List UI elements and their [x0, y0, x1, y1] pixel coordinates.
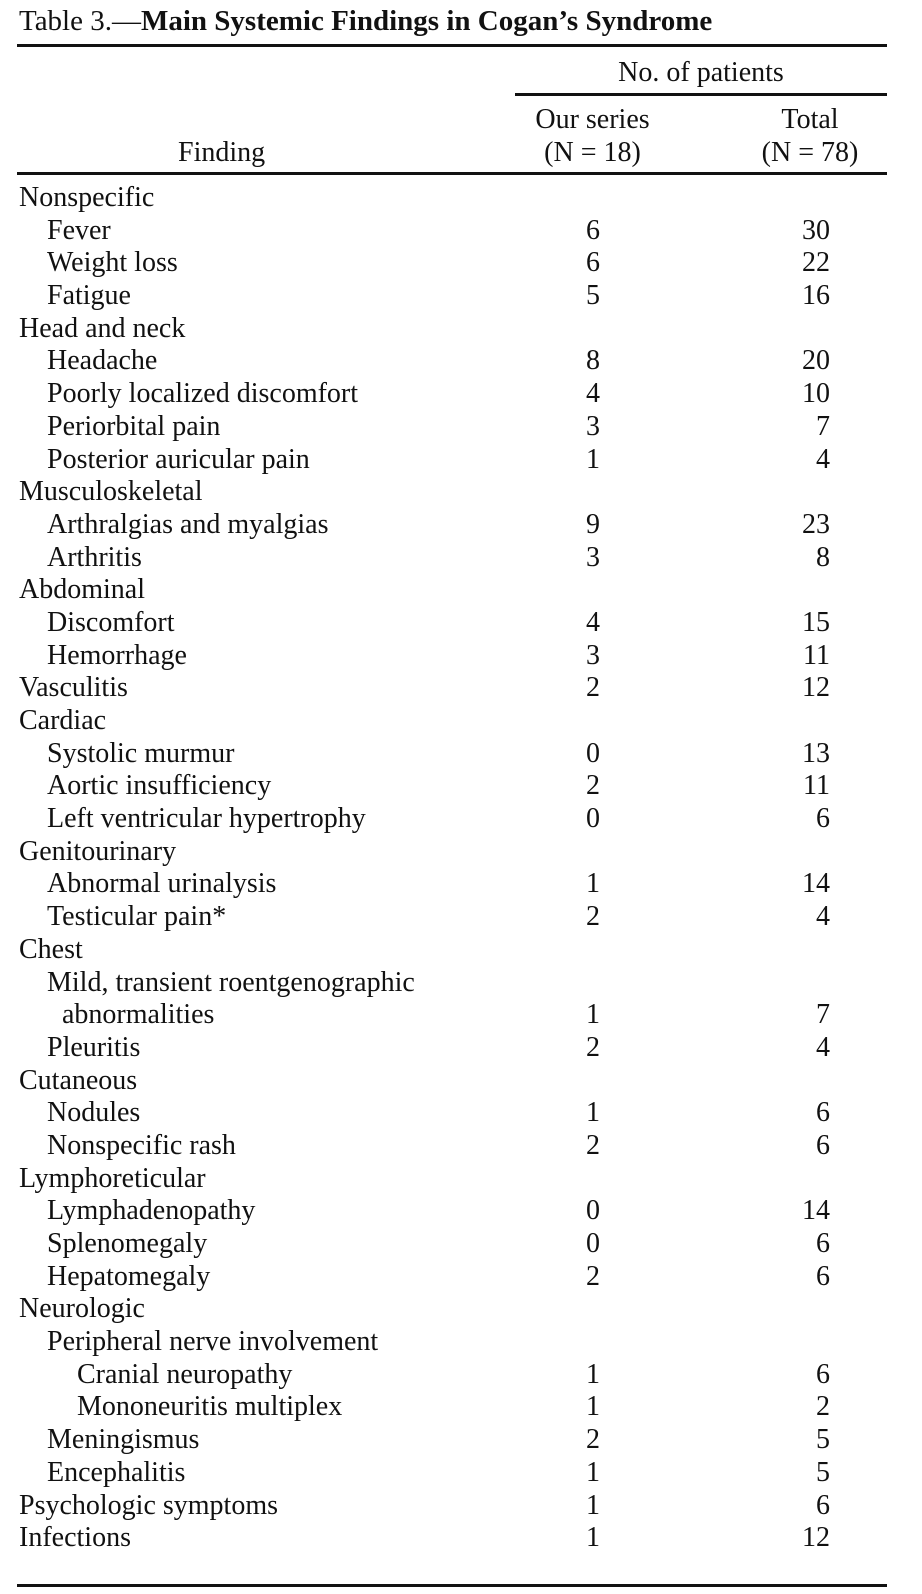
total-value: 4 — [816, 443, 830, 475]
finding-label: Vasculitis — [19, 672, 128, 704]
table-row — [0, 999, 922, 1032]
finding-label: Headache — [47, 345, 158, 377]
total-value: 5 — [816, 1424, 830, 1456]
finding-label: Encephalitis — [47, 1456, 186, 1488]
finding-label: Aortic insufficiency — [47, 770, 272, 802]
total-value: 6 — [816, 1228, 830, 1259]
finding-label: Systolic murmur — [47, 737, 235, 769]
table-row — [0, 934, 922, 967]
finding-label: Genitourinary — [19, 835, 177, 867]
table-row — [0, 1457, 922, 1490]
finding-label: Arthralgias and myalgias — [47, 508, 329, 540]
finding-label: Meningismus — [47, 1424, 200, 1456]
table-row — [0, 1391, 922, 1424]
table-row — [0, 476, 922, 509]
table-row — [0, 803, 922, 836]
total-value: 5 — [816, 1456, 830, 1488]
total-value: 13 — [802, 737, 830, 769]
table-row — [0, 182, 922, 215]
table-row — [0, 1065, 922, 1098]
finding-label: Hepatomegaly — [47, 1260, 211, 1292]
table-row — [0, 313, 922, 346]
table-row — [0, 444, 922, 477]
table-row — [0, 509, 922, 542]
finding-label: Lymphadenopathy — [47, 1195, 256, 1227]
our-series-value: 0 — [586, 1228, 600, 1259]
finding-label: Cutaneous — [19, 1064, 138, 1096]
total-value: 6 — [816, 1358, 830, 1390]
our-series-value: 1 — [586, 1522, 600, 1554]
column-header-our-series — [520, 103, 665, 169]
total-value: 6 — [816, 803, 830, 835]
total-value: 16 — [802, 280, 830, 312]
table-row — [0, 1130, 922, 1163]
finding-label: abnormalities — [62, 999, 215, 1031]
our-series-value: 2 — [586, 1129, 600, 1161]
finding-label: Mononeuritis multiplex — [77, 1391, 343, 1423]
our-series-value: 1 — [586, 1489, 600, 1521]
our-series-value: 1 — [586, 1358, 600, 1390]
column-header-total-n: (N = 78) — [761, 137, 859, 168]
column-header-our-series-name: Our series — [535, 104, 650, 135]
table-row — [0, 411, 922, 444]
bottom-rule — [17, 1584, 887, 1587]
finding-label: Nonspecific rash — [47, 1129, 236, 1161]
finding-label: Posterior auricular pain — [47, 443, 310, 475]
our-series-value: 9 — [586, 508, 600, 540]
finding-label: Cranial neuropathy — [77, 1358, 293, 1390]
finding-label: Hemorrhage — [47, 639, 187, 671]
table-row — [0, 770, 922, 803]
header-rule — [17, 172, 887, 175]
finding-label: Nodules — [47, 1097, 141, 1129]
finding-label: Poorly localized discomfort — [47, 378, 359, 410]
our-series-value: 2 — [586, 1260, 600, 1292]
total-value: 30 — [802, 214, 830, 246]
total-value: 22 — [802, 247, 830, 279]
total-value: 7 — [816, 999, 830, 1031]
finding-label: Splenomegaly — [47, 1228, 208, 1259]
finding-label: Fatigue — [47, 280, 131, 312]
finding-label: Chest — [19, 933, 83, 965]
total-value: 10 — [802, 378, 830, 410]
our-series-value: 2 — [586, 1031, 600, 1063]
total-value: 12 — [802, 1522, 830, 1554]
table-row — [0, 836, 922, 869]
total-value: 6 — [816, 1129, 830, 1161]
table-row — [0, 1522, 922, 1555]
finding-label: Mild, transient roentgenographic — [47, 966, 415, 998]
total-value: 8 — [816, 541, 830, 573]
table-number-label: Table 3.— — [19, 5, 141, 37]
table-title: Main Systemic Findings in Cogan’s Syndrome — [141, 5, 713, 37]
our-series-value: 6 — [586, 247, 600, 279]
table-row — [0, 378, 922, 411]
finding-label: Arthritis — [47, 541, 142, 573]
table-row — [0, 215, 922, 248]
our-series-value: 1 — [586, 999, 600, 1031]
column-header-our-series-n: (N = 18) — [544, 137, 641, 168]
our-series-value: 1 — [586, 1097, 600, 1129]
total-value: 12 — [802, 672, 830, 704]
finding-label: Weight loss — [47, 247, 178, 279]
finding-label: Abdominal — [19, 574, 145, 606]
finding-label: Fever — [47, 214, 111, 246]
table-row — [0, 1359, 922, 1392]
finding-label: Testicular pain* — [47, 901, 227, 933]
finding-label: Periorbital pain — [47, 410, 221, 442]
finding-label: Lymphoreticular — [19, 1162, 206, 1194]
our-series-value: 6 — [586, 214, 600, 246]
our-series-value: 0 — [586, 1195, 600, 1227]
our-series-value: 2 — [586, 770, 600, 802]
finding-label: Neurologic — [19, 1293, 145, 1325]
finding-label: Nonspecific — [19, 182, 155, 213]
total-value: 6 — [816, 1489, 830, 1521]
table-row — [0, 868, 922, 901]
table-row — [0, 967, 922, 1000]
our-series-value: 3 — [586, 410, 600, 442]
finding-label: Discomfort — [47, 606, 175, 638]
finding-label: Left ventricular hypertrophy — [47, 803, 366, 835]
our-series-value: 5 — [586, 280, 600, 312]
table-row — [0, 672, 922, 705]
table-row — [0, 542, 922, 575]
total-value: 11 — [803, 639, 830, 671]
our-series-value: 0 — [586, 803, 600, 835]
table-row — [0, 1195, 922, 1228]
table-row — [0, 1032, 922, 1065]
total-value: 14 — [802, 1195, 830, 1227]
finding-label: Head and neck — [19, 312, 186, 344]
table-row — [0, 1163, 922, 1196]
our-series-value: 1 — [586, 443, 600, 475]
finding-label: Cardiac — [19, 705, 107, 736]
total-value: 20 — [802, 345, 830, 377]
total-value: 11 — [803, 770, 830, 802]
total-value: 15 — [802, 606, 830, 638]
table-row — [0, 1490, 922, 1523]
our-series-value: 8 — [586, 345, 600, 377]
finding-label: Pleuritis — [47, 1031, 141, 1063]
table-row — [0, 574, 922, 607]
total-value: 4 — [816, 901, 830, 933]
table-row — [0, 1261, 922, 1294]
table-row — [0, 345, 922, 378]
total-value: 6 — [816, 1260, 830, 1292]
total-value: 7 — [816, 410, 830, 442]
our-series-value: 0 — [586, 737, 600, 769]
our-series-value: 2 — [586, 901, 600, 933]
column-header-total — [745, 103, 875, 169]
our-series-value: 1 — [586, 1456, 600, 1488]
total-value: 14 — [802, 868, 830, 900]
table-row — [0, 1097, 922, 1130]
table-row — [0, 1424, 922, 1457]
total-value: 6 — [816, 1097, 830, 1129]
our-series-value: 1 — [586, 868, 600, 900]
table-row — [0, 738, 922, 771]
table-row — [0, 705, 922, 738]
finding-label: Infections — [19, 1522, 131, 1554]
column-header-finding: Finding — [178, 137, 266, 168]
total-value: 23 — [802, 508, 830, 540]
our-series-value: 1 — [586, 1391, 600, 1423]
table-row — [0, 1228, 922, 1261]
table-row — [0, 640, 922, 673]
table-row — [0, 607, 922, 640]
finding-label: Musculoskeletal — [19, 476, 203, 508]
table-row — [0, 247, 922, 280]
total-value: 2 — [816, 1391, 830, 1423]
our-series-value: 2 — [586, 672, 600, 704]
column-group-rule — [515, 93, 887, 96]
table-row — [0, 1326, 922, 1359]
table-body — [0, 182, 922, 1555]
table-row — [0, 280, 922, 313]
our-series-value: 3 — [586, 639, 600, 671]
finding-label: Psychologic symptoms — [19, 1489, 279, 1521]
our-series-value: 2 — [586, 1424, 600, 1456]
table-caption — [19, 2, 712, 40]
our-series-value: 3 — [586, 541, 600, 573]
top-rule — [17, 44, 887, 47]
finding-label: Peripheral nerve involvement — [47, 1326, 379, 1358]
total-value: 4 — [816, 1031, 830, 1063]
table-row — [0, 901, 922, 934]
column-group-header: No. of patients — [618, 57, 784, 88]
table-row — [0, 1293, 922, 1326]
our-series-value: 4 — [586, 378, 600, 410]
column-header-total-name: Total — [781, 104, 839, 135]
finding-label: Abnormal urinalysis — [47, 868, 277, 900]
our-series-value: 4 — [586, 606, 600, 638]
